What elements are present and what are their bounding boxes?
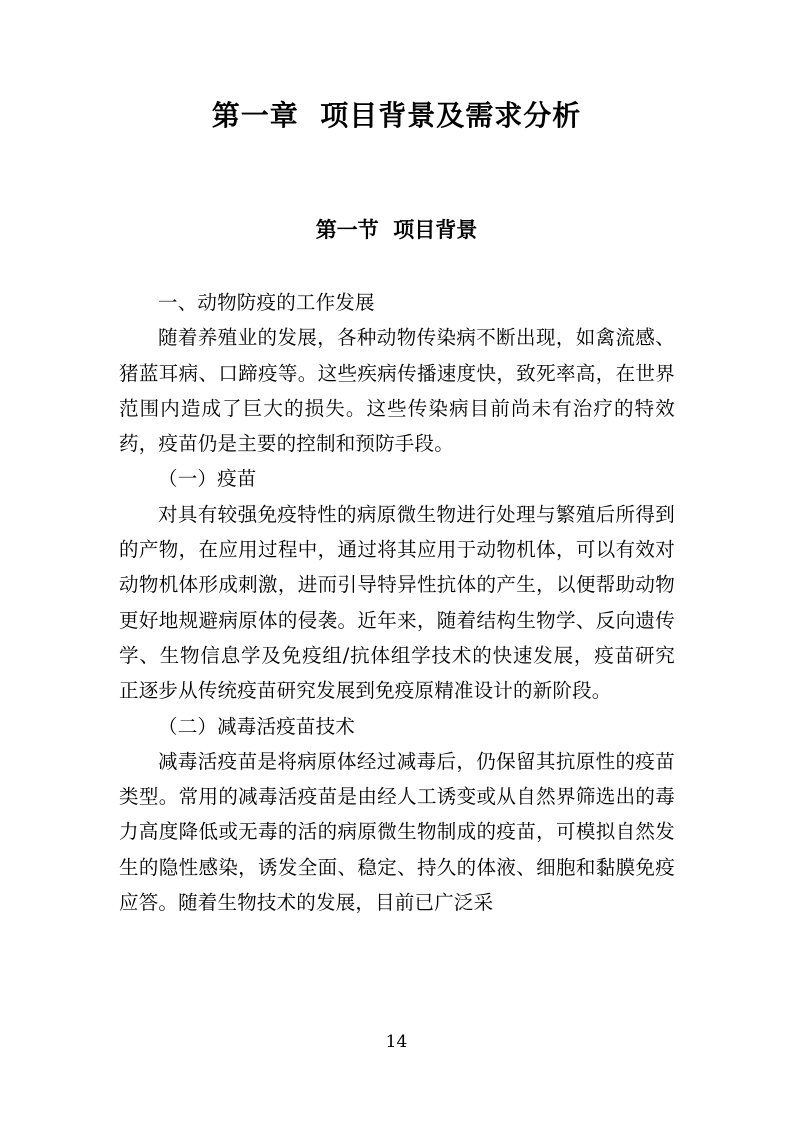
page-number: 14	[385, 1032, 408, 1052]
chapter-title: 第一章 项目背景及需求分析	[211, 99, 582, 132]
paragraph: 减毒活疫苗是将病原体经过减毒后，仍保留其抗原性的疫苗类型。常用的减毒活疫苗是由经人工诱变或从自然界筛选出的毒力高度降低或无毒的活的病原微生物制成的疫苗，可模拟自然发生的隐性感染，诱发全面、稳定、持久的体液、细胞和黏膜免疫应答。随着生物技术的发展，目前已广泛采	[119, 749, 675, 915]
section-title: 第一节 项目背景	[315, 218, 478, 242]
subsection-heading: 一、动物防疫的工作发展	[158, 291, 375, 314]
paragraph: 对具有较强免疫特性的病原微生物进行处理与繁殖后所得到的产物，在应用过程中，通过将其应用于动物机体，可以有效对动物机体形成刺激，进而引导特异性抗体的产生，以便帮助动物更好地规避病原体的侵袭。近年来，随着结构生物学、反向遗传学、生物信息学及免疫组/抗体组学技术的快速发展，疫苗研究正逐步从传统疫苗研究发展到免疫原精准设计的新阶段。	[119, 502, 675, 703]
body-text	[119, 285, 675, 920]
paragraph: 随着养殖业的发展，各种动物传染病不断出现，如禽流感、猪蓝耳病、口蹄疫等。这些疾病传播速度快，致死率高，在世界范围内造成了巨大的损失。这些传染病目前尚未有治疗的特效药，疫苗仍是主要的控制和预防手段。	[119, 326, 675, 456]
subsection-heading: （一）疫苗	[158, 467, 257, 491]
subsection-heading: （二）减毒活疫苗技术	[158, 714, 356, 738]
